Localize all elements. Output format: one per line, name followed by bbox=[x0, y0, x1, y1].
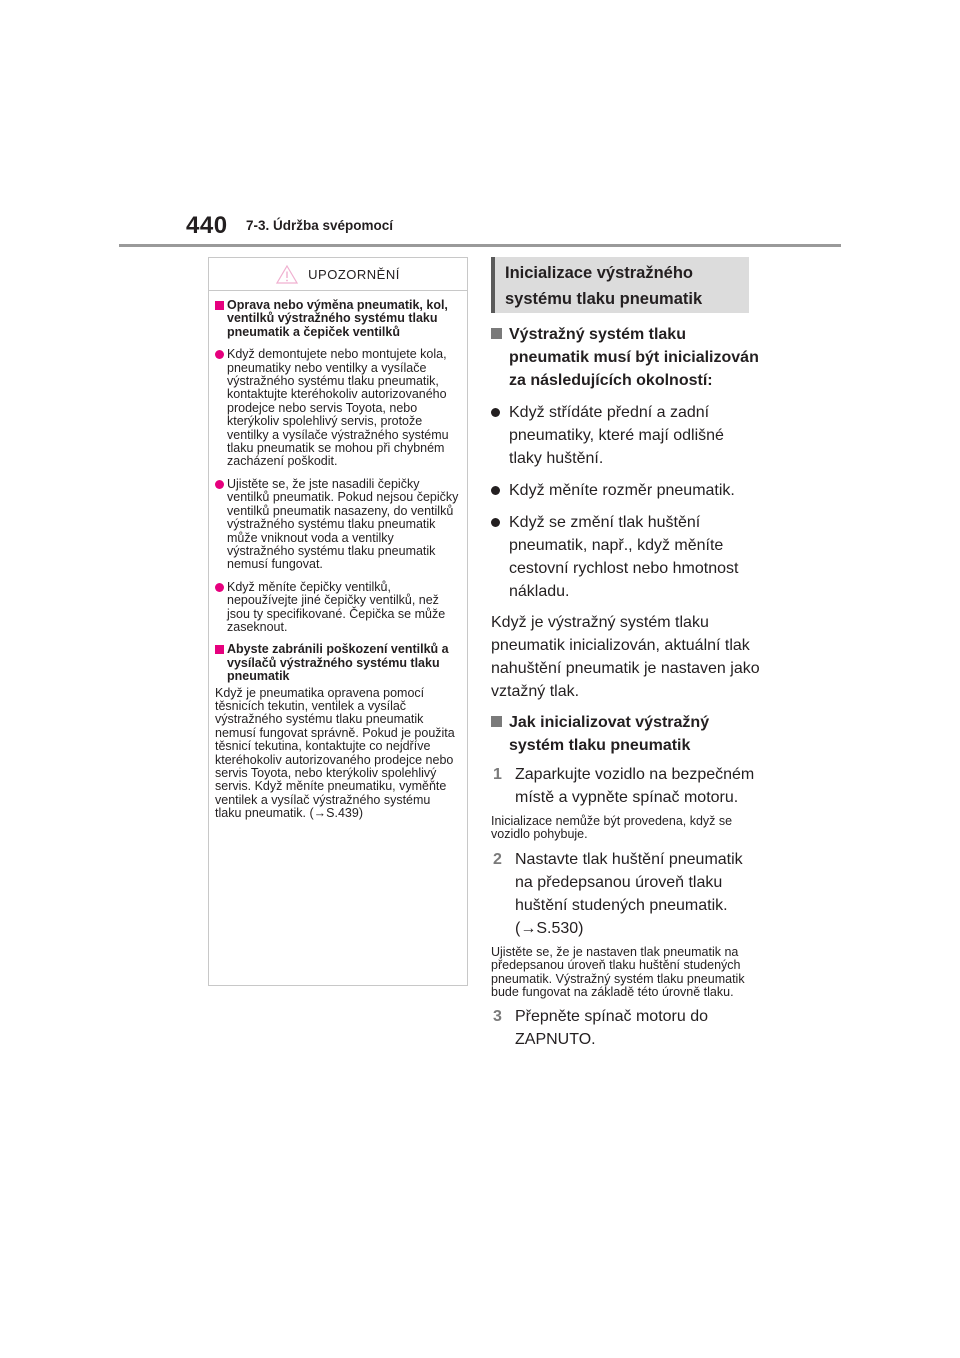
page-number: 440 bbox=[186, 212, 228, 239]
instructions bbox=[491, 323, 761, 1051]
step-text: Nastavte tlak huštění pneumatik na předepsanou úroveň tlaku huštění studených pneumatik. (→S.530) bbox=[515, 850, 743, 937]
warning-item-text: Oprava nebo výměna pneumatik, kol, ventilků výstražného systému tlaku pneumatik a čepiček ventilků bbox=[227, 298, 448, 339]
warning-item-mounting bbox=[215, 348, 459, 469]
condition-text: Když se změní tlak huštění pneumatik, např., když měníte cestovní rychlost nebo hmotnost nákladu. bbox=[509, 514, 739, 600]
warning-item-valve-caps bbox=[215, 478, 459, 572]
dot-bullet-icon bbox=[491, 479, 509, 502]
warning-item-text: Když demontujete nebo montujete kola, pneumatiky nebo ventilky a vysílače výstražného systému tlaku pneumatik, kontaktujte kteréhokoliv autorizovaného prodejce nebo servis Toyota, nebo kterýkoliv spolehlivý servis, protože ventilky a vysílače výstražného systému tlaku pneumatik se mohou při chybném zacházení poškodit. bbox=[227, 347, 449, 469]
warning-item-text: Abyste zabránili poškození ventilků a vysílačů výstražného systému tlaku pneumatik bbox=[227, 642, 449, 684]
dot-bullet-icon bbox=[215, 348, 227, 469]
condition-text: Když střídáte přední a zadní pneumatiky, které mají odlišné tlaky huštění. bbox=[509, 404, 724, 467]
warning-item-cap-type bbox=[215, 581, 459, 635]
dot-bullet-icon bbox=[491, 511, 509, 603]
dot-bullet-icon bbox=[491, 401, 509, 470]
step-2 bbox=[491, 848, 761, 940]
dot-bullet-icon bbox=[215, 478, 227, 572]
warning-triangle-icon bbox=[276, 265, 298, 284]
condition-item bbox=[491, 511, 761, 603]
step-3 bbox=[491, 1005, 761, 1051]
topic-title-box bbox=[491, 257, 749, 313]
heading-text: Výstražný systém tlaku pneumatik musí být inicializován za následujících okolností: bbox=[509, 326, 759, 389]
right-column bbox=[491, 257, 761, 1051]
step-1-note: Inicializace nemůže být provedena, když se vozidlo pohybuje. bbox=[491, 814, 733, 842]
condition-text: Když měníte rozměr pneumatik. bbox=[509, 482, 735, 499]
warning-header bbox=[209, 258, 467, 291]
square-bullet-icon bbox=[215, 299, 227, 339]
step-number: 3 bbox=[493, 1008, 502, 1026]
step-number: 2 bbox=[493, 850, 502, 868]
warning-closing-paragraph: Když je pneumatika opravena pomocí těsnicích tekutin, ventilek a vysílač výstražného systému tlaku pneumatik nemusí fungovat správně. Pokud je použita těsnicí tekutina, kontaktujte co nejdříve kteréhokoliv autorizovaného prodejce nebo servis Toyota, nebo kterýkoliv spolehlivý servis. Když měníte pneumatiku, vyměňte ventilek a vysílač výstražného systému tlaku pneumatik. (→S.439) bbox=[215, 685, 455, 821]
how-to-initialize-heading bbox=[491, 711, 761, 757]
condition-item bbox=[491, 479, 761, 502]
step-2-note: Ujistěte se, že je nastaven tlak pneumatik na předepsanou úroveň tlaku huštění studených pneumatik. Výstražný systém tlaku pneumatik bude fungovat na základě této úrovně tlaku. bbox=[491, 944, 745, 1000]
section-title: 7-3. Údržba svépomocí bbox=[246, 218, 394, 233]
topic-title: Inicializace výstražného systému tlaku pneumatik bbox=[505, 264, 703, 308]
step-1 bbox=[491, 763, 761, 809]
dot-bullet-icon bbox=[215, 581, 227, 635]
warning-box bbox=[208, 257, 468, 986]
warning-item-damage-heading bbox=[215, 643, 459, 683]
warning-body bbox=[209, 291, 467, 821]
warning-item-repair-heading bbox=[215, 299, 459, 339]
step-text: Přepněte spínač motoru do ZAPNUTO. bbox=[515, 1008, 709, 1049]
step-text: Zaparkujte vozidlo na bezpečném místě a vypněte spínač motoru. bbox=[515, 766, 755, 806]
initialization-conditions-heading bbox=[491, 323, 761, 392]
heading-text: Jak inicializovat výstražný systém tlaku pneumatik bbox=[509, 714, 710, 754]
warning-item-text: Když měníte čepičky ventilků, nepoužívejte jiné čepičky ventilků, než jsou ty specifikované. Čepička se může zaseknout. bbox=[227, 579, 446, 634]
warning-item-text: Ujistěte se, že jste nasadili čepičky ventilků pneumatik. Pokud nejsou čepičky ventilků pneumatik nasazeny, do ventilků výstražného systému tlaku pneumatik může vniknout voda a ventilky výstražného systému tlaku pneumatik nemusí fungovat. bbox=[227, 476, 459, 572]
warning-title: UPOZORNĚNÍ bbox=[308, 266, 400, 282]
square-bullet-icon bbox=[215, 643, 227, 683]
square-bullet-icon bbox=[491, 711, 509, 757]
reference-pressure-paragraph: Když je výstražný systém tlaku pneumatik inicializován, aktuální tlak nahuštění pneumatik je nastaven jako vztažný tlak. bbox=[491, 614, 760, 700]
header-divider bbox=[119, 244, 841, 247]
square-bullet-icon bbox=[491, 323, 509, 392]
condition-item bbox=[491, 401, 761, 470]
step-number: 1 bbox=[493, 766, 502, 783]
